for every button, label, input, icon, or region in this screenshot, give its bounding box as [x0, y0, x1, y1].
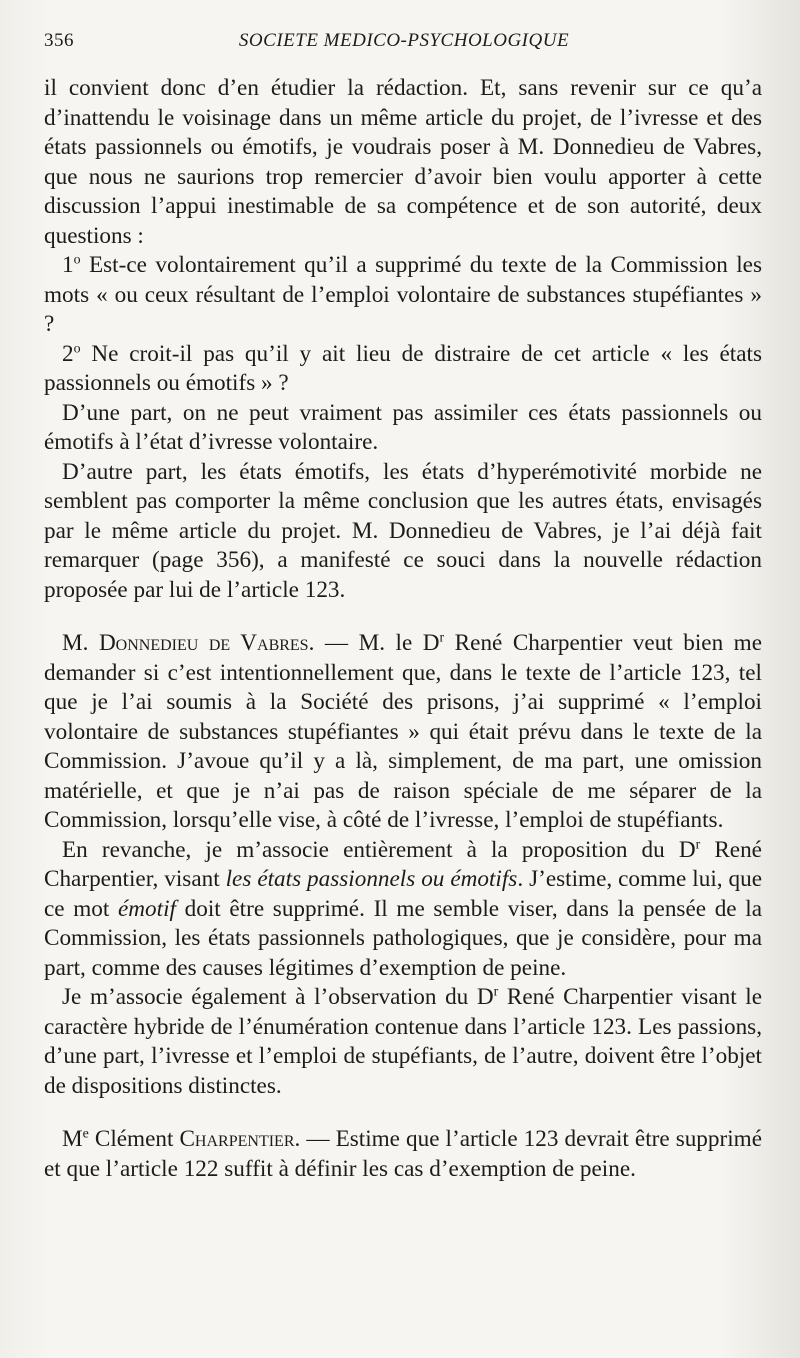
charpentier-first-name: Clément — [88, 1126, 180, 1152]
paragraph-charpentier — [44, 1125, 762, 1184]
question-2 — [44, 340, 762, 399]
question-1-number: 1 — [62, 252, 74, 278]
revanche-text-c: doit être supprimé. Il me semble viser, dans la pensée de la Commission, les états passionnels pathologiques, que je considère, pour ma part, comme des causes légitimes d’exemption de peine. — [44, 895, 762, 981]
running-title: SOCIETE MEDICO-PSYCHOLOGIQUE — [238, 30, 570, 51]
revanche-lead: En revanche, je m’associe entièrement à la proposition du D — [62, 836, 696, 863]
observation-text: René Charpentier visant le caractère hybride de l’énumération contenue dans l’article 123. Les passions, d’une part, l’ivresse et l’emploi de stupéfiants, de l’autre, doivent être l’objet de dispositions distinctes. — [44, 984, 762, 1099]
speaker-title: M. — [62, 630, 99, 656]
question-2-text: Ne croit-il pas qu’il y ait lieu de distraire de cet article « les états passionnels ou émotifs » ? — [44, 340, 762, 396]
revanche-text-a: René Charpentier, visant — [44, 836, 762, 892]
paragraph-first-part: D’une part, on ne peut vraiment pas assimiler ces états passionnels ou émotifs à l’état d’ivresse volontaire. — [44, 399, 762, 455]
paragraph-donnedieu-reply — [44, 629, 762, 836]
question-2-number: 2 — [62, 340, 74, 367]
body-text — [44, 74, 762, 1184]
maitre-sup: e — [82, 1126, 89, 1142]
revanche-italic-emotif: émotif — [118, 895, 176, 922]
doctor-abbrev: r — [695, 836, 701, 852]
maitre-abbrev: M — [62, 1126, 83, 1152]
question-2-ordinal: o — [73, 340, 81, 356]
doctor-abbrev: r — [439, 630, 445, 646]
reply-text: René Charpentier veut bien me demander si c’est intentionnellement que, dans le texte de l’article 123, tel que je l’ai soumis à la Société des prisons, j’ai supprimé « l’emploi volontaire de substances stupéfiantes » qui était prévu dans le texte de la Commission. J’avoue qu’il y a là, simplement, de ma part, une omission matérielle, et que je n’ai pas de raison spéciale de me séparer de la Commission, lorsqu’elle vise, à côté de l’ivresse, l’emploi de stupéfiants. — [44, 630, 763, 833]
page-header — [44, 30, 764, 56]
page-number: 356 — [44, 30, 74, 51]
paragraph-second-part: D’autre part, les états émotifs, les états d’hyperémotivité morbide ne semblent pas comporter la même conclusion que les autres états, envisagés par le même article du projet. M. Donnedieu de Vabres, je l’ai déjà fait remarquer (page 356), a manifesté ce souci dans la nouvelle rédaction proposée par lui de l’article 123. — [44, 458, 762, 603]
question-1 — [44, 251, 762, 340]
question-1-ordinal: o — [73, 252, 81, 268]
revanche-italic-states: les états passionnels ou émotifs — [225, 866, 518, 892]
question-1-text: Est-ce volontairement qu’il a supprimé du texte de la Commission les mots « ou ceux résultant de l’emploi volontaire de substances stupéfiantes » ? — [44, 252, 762, 337]
speaker-name: Donnedieu de Vabres. — [98, 630, 315, 656]
reply-lead: — M. le D — [314, 630, 440, 656]
revanche-text-b: . J’estime, comme lui, que ce mot — [44, 866, 763, 922]
charpentier-surname: Charpentier. — [179, 1126, 301, 1152]
charpentier-text: — Estime que l’article 123 devrait être supprimé et que l’article 122 suffit à définir les cas d’exemption de peine. — [44, 1126, 762, 1182]
paragraph-intro: il convient donc d’en étudier la rédaction. Et, sans revenir sur ce qu’a d’inattendu le voisinage dans un même article du projet, de l’ivresse et des états passionnels ou émotifs, je voudrais poser à M. Donnedieu de Vabres, que nous ne saurions trop remercier d’avoir bien voulu apporter à cette discussion l’appui inestimable de sa compétence et de son autorité, deux questions : — [44, 75, 762, 249]
paragraph-revanche — [44, 836, 762, 984]
observation-lead: Je m’associe également à l’observation du D — [62, 984, 494, 1010]
doctor-abbrev: r — [493, 984, 499, 1000]
paragraph-observation — [44, 983, 762, 1101]
